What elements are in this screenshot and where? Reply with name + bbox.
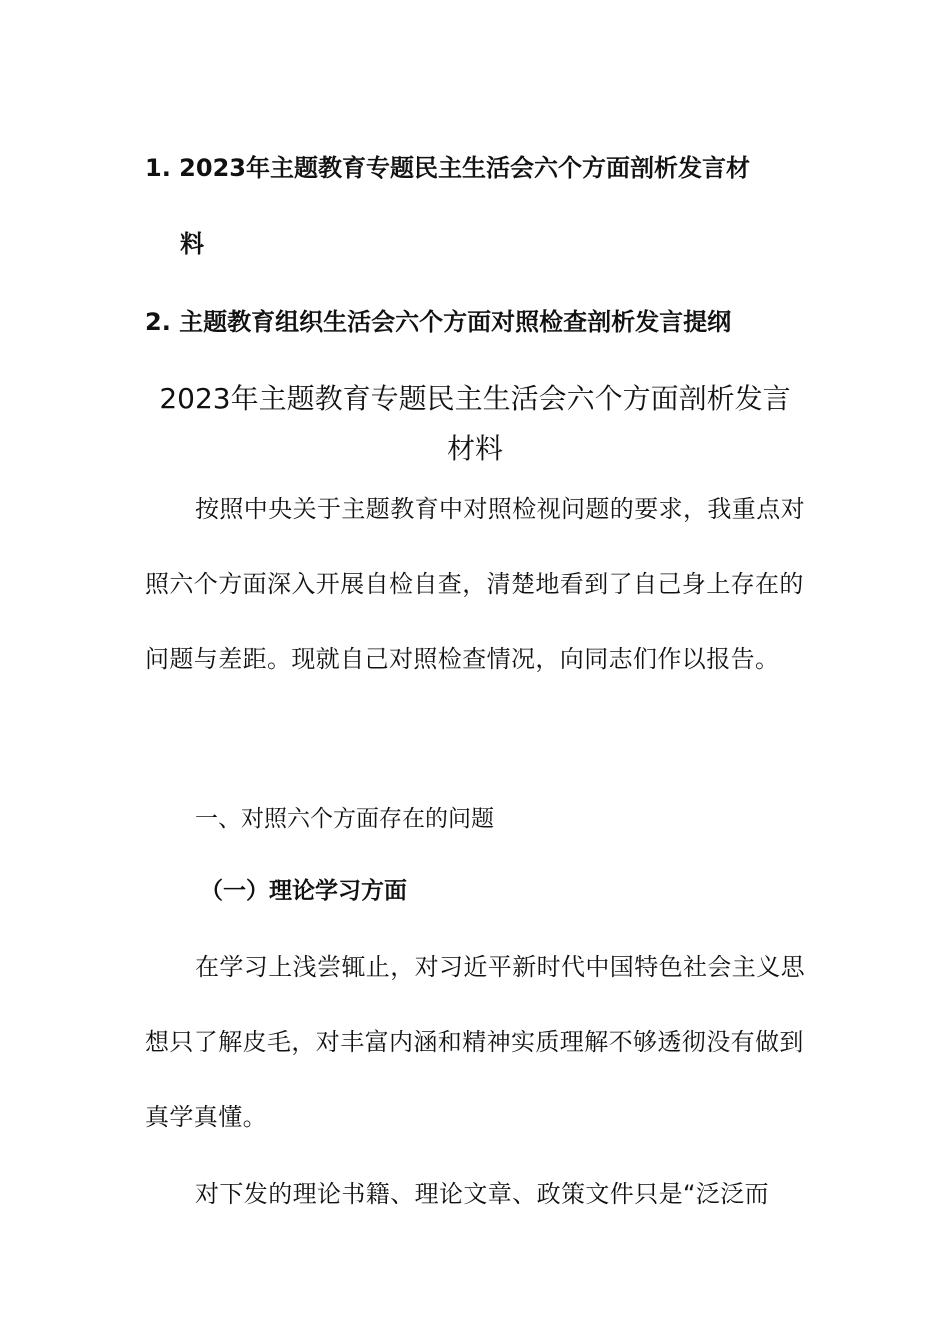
intro-paragraph: 按照中央关于主题教育中对照检视问题的要求，我重点对照六个方面深入开展自检自查，清楚地看到了自己身上存在的问题与差距。现就自己对照检查情况，向同志们作以报告。 xyxy=(145,495,805,673)
body-paragraph-1: 在学习上浅尝辄止，对习近平新时代中国特色社会主义思想只了解皮毛，对丰富内涵和精神实质理解不够透彻没有做到真学真懂。 xyxy=(145,953,805,1131)
toc-item-2: 2. 主题教育组织生活会六个方面对照检查剖析发言提纲 xyxy=(145,308,732,336)
toc-item-1: 1. 2023年主题教育专题民主生活会六个方面剖析发言材 xyxy=(145,154,750,182)
document-title xyxy=(145,374,805,474)
document-title-line-1: 2023年主题教育专题民主生活会六个方面剖析发言 xyxy=(159,382,791,415)
document-title-line-2: 材料 xyxy=(446,432,503,465)
section-heading: 一、对照六个方面存在的问题 xyxy=(195,806,494,832)
subsection-heading: （一）理论学习方面 xyxy=(200,878,407,904)
toc-item-1-continuation: 料 xyxy=(180,230,204,258)
body-paragraph-2: 对下发的理论书籍、理论文章、政策文件只是“泛泛而 xyxy=(195,1180,770,1208)
